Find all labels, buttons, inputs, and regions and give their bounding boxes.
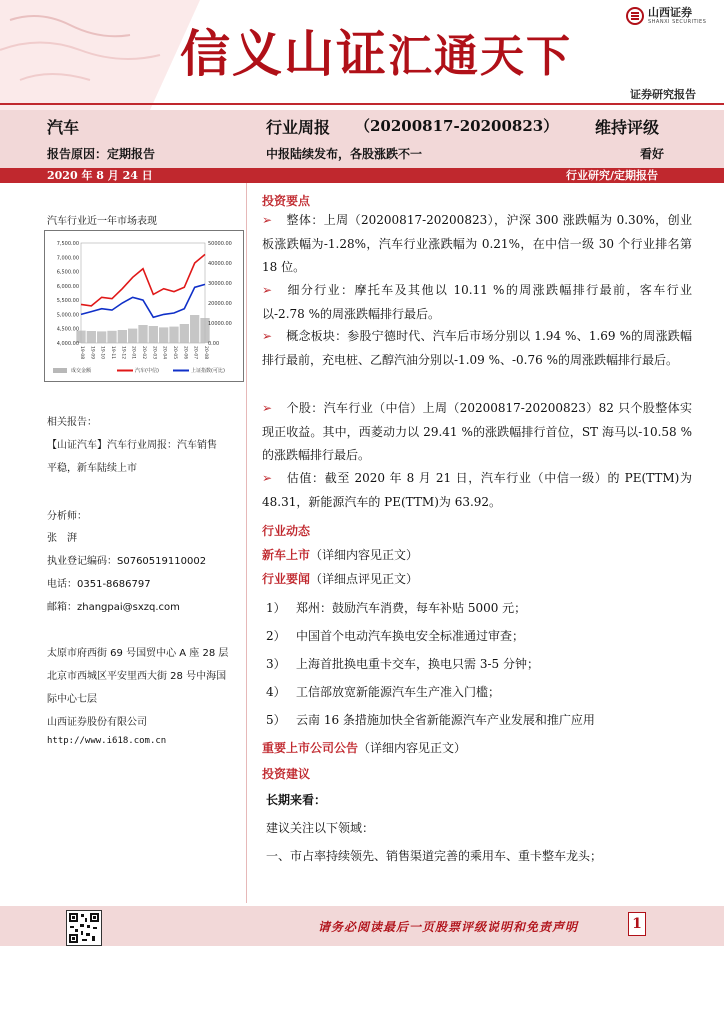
legend-label: 成交金额	[71, 368, 92, 374]
volume-bar	[97, 331, 106, 343]
company-announcements	[262, 739, 466, 756]
bullet-arrow-icon: ➢	[262, 471, 273, 485]
paragraph-overall-text: 整体：上周（20200817-20200823），沪深 300 涨跌幅为 0.30%，创业板涨跌幅为-1.28%，汽车行业涨跌幅为 0.21%，在中信一级 30 个行业排名第 18 位。	[262, 213, 692, 274]
volume-bar	[138, 325, 147, 343]
related-report-line1[interactable]: 【山证汽车】汽车行业周报：汽车销售	[47, 440, 217, 451]
report-date: 2020 年 8 月 24 日	[47, 169, 153, 182]
volume-bar	[190, 315, 199, 343]
x-tick: 19-11	[110, 346, 115, 360]
y-tick-left: 7,000.00	[56, 255, 79, 262]
paragraph-overall	[262, 209, 692, 280]
advice-item-1: 一、市占率持续领先、销售渠道完善的乘用车、重卡整车龙头；	[266, 849, 603, 863]
y-tick-left: 5,500.00	[56, 298, 79, 305]
paragraph-stocks-text: 个股：汽车行业（中信）上周（20200817-20200823）82 只个股整体实现正收益。其中，西菱动力以 29.41 %的涨跌幅排行首位，ST 海马以-10.58 %的涨跌幅排行最后。	[262, 401, 692, 462]
paragraph-valuation-text: 估值：截至 2020 年 8 月 21 日，汽车行业（中信一级）的 PE(TTM)为 48.31，新能源汽车的 PE(TTM)为 63.92。	[262, 471, 692, 509]
y-tick-left: 7,500.00	[56, 241, 79, 247]
legend-label: 汽车(中信)	[135, 368, 159, 374]
new-car-note: （详细内容见正文）	[310, 548, 419, 562]
related-label: 相关报告：	[47, 417, 97, 428]
report-period: （20200817-20200823）	[355, 117, 559, 135]
qr-code-icon	[67, 911, 101, 945]
volume-bar	[128, 329, 137, 343]
rating: 维持评级	[595, 118, 660, 137]
address-beijing-line2: 际中心七层	[47, 694, 97, 705]
x-tick: 19-09	[89, 346, 95, 360]
logo-icon	[626, 7, 644, 25]
report-name: 行业周报	[266, 118, 331, 137]
news-item: 2） 中国首个电动汽车换电安全标准通过审查；	[266, 629, 525, 643]
news-item: 1） 郑州：鼓励汽车消费，每车补贴 5000 元；	[266, 601, 527, 615]
title-band	[0, 110, 724, 168]
y-tick-left: 5,000.00	[56, 312, 79, 319]
address-taiyuan: 太原市府西街 69 号国贸中心 A 座 28 层	[47, 648, 229, 659]
long-term-label: 长期来看：	[266, 793, 327, 807]
section-investment-advice: 投资建议	[262, 767, 311, 781]
address-beijing-line1: 北京市西城区平安里西大街 28 号中海国	[47, 671, 227, 682]
y-tick-right: 10000.00	[208, 321, 232, 327]
x-tick: 20-02	[141, 346, 146, 360]
bullet-arrow-icon: ➢	[262, 213, 273, 227]
x-tick: 20-08	[203, 346, 208, 360]
email[interactable]: 邮箱：zhangpai@sxzq.com	[47, 602, 180, 613]
legend-swatch	[53, 368, 67, 373]
report-reason: 报告原因：定期报告	[47, 147, 156, 161]
qr-code	[66, 910, 102, 946]
report-subtitle: 中报陆续发布，各股涨跌不一	[266, 147, 423, 161]
x-tick: 19-10	[99, 346, 105, 360]
announcements-label: 重要上市公司公告	[262, 741, 359, 755]
section-invest-points: 投资要点	[262, 194, 311, 208]
industry: 汽车	[47, 118, 80, 137]
header-banner	[0, 0, 724, 110]
y-tick-left: 6,500.00	[56, 269, 79, 276]
page-number: 1	[628, 912, 646, 936]
announcements-note: （详细内容见正文）	[358, 741, 467, 755]
x-tick: 20-05	[172, 346, 177, 360]
y-tick-right: 0.00	[208, 341, 220, 347]
y-tick-right: 20000.00	[208, 301, 232, 307]
company-name: 山西证券股份有限公司	[47, 717, 147, 728]
logo-cn: 山西证券	[648, 6, 692, 19]
slogan	[180, 14, 572, 86]
disclaimer[interactable]: 请务必阅读最后一页股票评级说明和免责声明	[318, 920, 579, 934]
industry-news-label: 行业要闻	[262, 572, 311, 586]
rating-value: 看好	[640, 147, 665, 161]
report-category: 行业研究/定期报告	[566, 169, 659, 182]
y-tick-left: 6,000.00	[56, 283, 79, 290]
chart-title: 汽车行业近一年市场表现	[47, 216, 157, 227]
license-number: 执业登记编码：S0760519110002	[47, 556, 207, 567]
new-car-label: 新车上市	[262, 548, 311, 562]
volume-bar	[107, 331, 116, 343]
x-tick: 20-03	[151, 346, 157, 360]
y-tick-left: 4,500.00	[56, 326, 79, 333]
chart-svg	[45, 231, 243, 381]
volume-bar	[180, 324, 189, 343]
slogan-part2: 汇通天下	[388, 31, 572, 82]
y-tick-left: 4,000.00	[56, 341, 79, 347]
paragraph-stocks	[262, 397, 692, 468]
report-type: 证券研究报告	[630, 88, 696, 101]
company-logo	[626, 7, 706, 25]
analyst-name: 张 湃	[47, 533, 77, 544]
bullet-arrow-icon: ➢	[262, 329, 273, 343]
x-tick: 20-01	[130, 346, 136, 360]
bullet-arrow-icon: ➢	[262, 401, 273, 415]
x-tick: 19-12	[120, 346, 126, 360]
paragraph-subsector-text: 细分行业：摩托车及其他以 10.11 %的周涨跌幅排行最前，客车行业以-2.78 %的周涨跌幅排行最后。	[262, 283, 692, 321]
advice-intro: 建议关注以下领域：	[266, 821, 375, 835]
volume-bar	[149, 326, 158, 343]
news-item: 4） 工信部放宽新能源汽车生产准入门槛；	[266, 685, 501, 699]
analyst-label: 分析师：	[47, 511, 87, 522]
date-bar	[0, 168, 724, 183]
website-link[interactable]: http://www.i618.com.cn	[47, 736, 167, 746]
volume-bar	[87, 331, 96, 343]
market-chart	[44, 230, 244, 382]
news-item: 3） 上海首批换电重卡交车，换电只需 3-5 分钟；	[266, 657, 539, 671]
logo-en: SHANXI SECURITIES	[648, 19, 707, 25]
industry-news-note: （详细点评见正文）	[310, 572, 419, 586]
bullet-arrow-icon: ➢	[262, 283, 273, 297]
related-report-line2[interactable]: 平稳，新车陆续上市	[47, 463, 137, 474]
y-tick-right: 30000.00	[208, 281, 232, 287]
x-tick: 20-06	[182, 346, 188, 360]
x-tick: 20-04	[161, 346, 167, 360]
slogan-part1: 信义山证	[180, 24, 388, 83]
paragraph-concept-text: 概念板块：参股宁德时代、汽车后市场分别以 1.94 %、1.69 %的周涨跌幅排行最前，充电桩、乙醇汽油分别以-1.09 %、-0.76 %的周涨跌幅排行最后。	[262, 329, 692, 367]
phone: 电话：0351-8686797	[47, 579, 151, 590]
y-tick-right: 50000.00	[208, 241, 232, 247]
column-divider	[246, 183, 247, 903]
legend-label: 上证指数(可比)	[191, 368, 225, 374]
new-car-launch	[262, 546, 418, 563]
volume-bar	[159, 327, 168, 343]
x-tick: 20-07	[192, 346, 198, 360]
section-industry-dynamics: 行业动态	[262, 524, 311, 538]
volume-bar	[118, 330, 127, 343]
paragraph-concept	[262, 325, 692, 372]
news-item: 5） 云南 16 条措施加快全省新能源汽车产业发展和推广应用	[266, 713, 595, 727]
paragraph-valuation	[262, 467, 692, 514]
y-tick-right: 40000.00	[208, 261, 232, 267]
volume-bar	[169, 327, 178, 343]
x-tick: 19-08	[79, 346, 84, 360]
paragraph-subsector	[262, 279, 692, 326]
industry-news	[262, 570, 418, 587]
